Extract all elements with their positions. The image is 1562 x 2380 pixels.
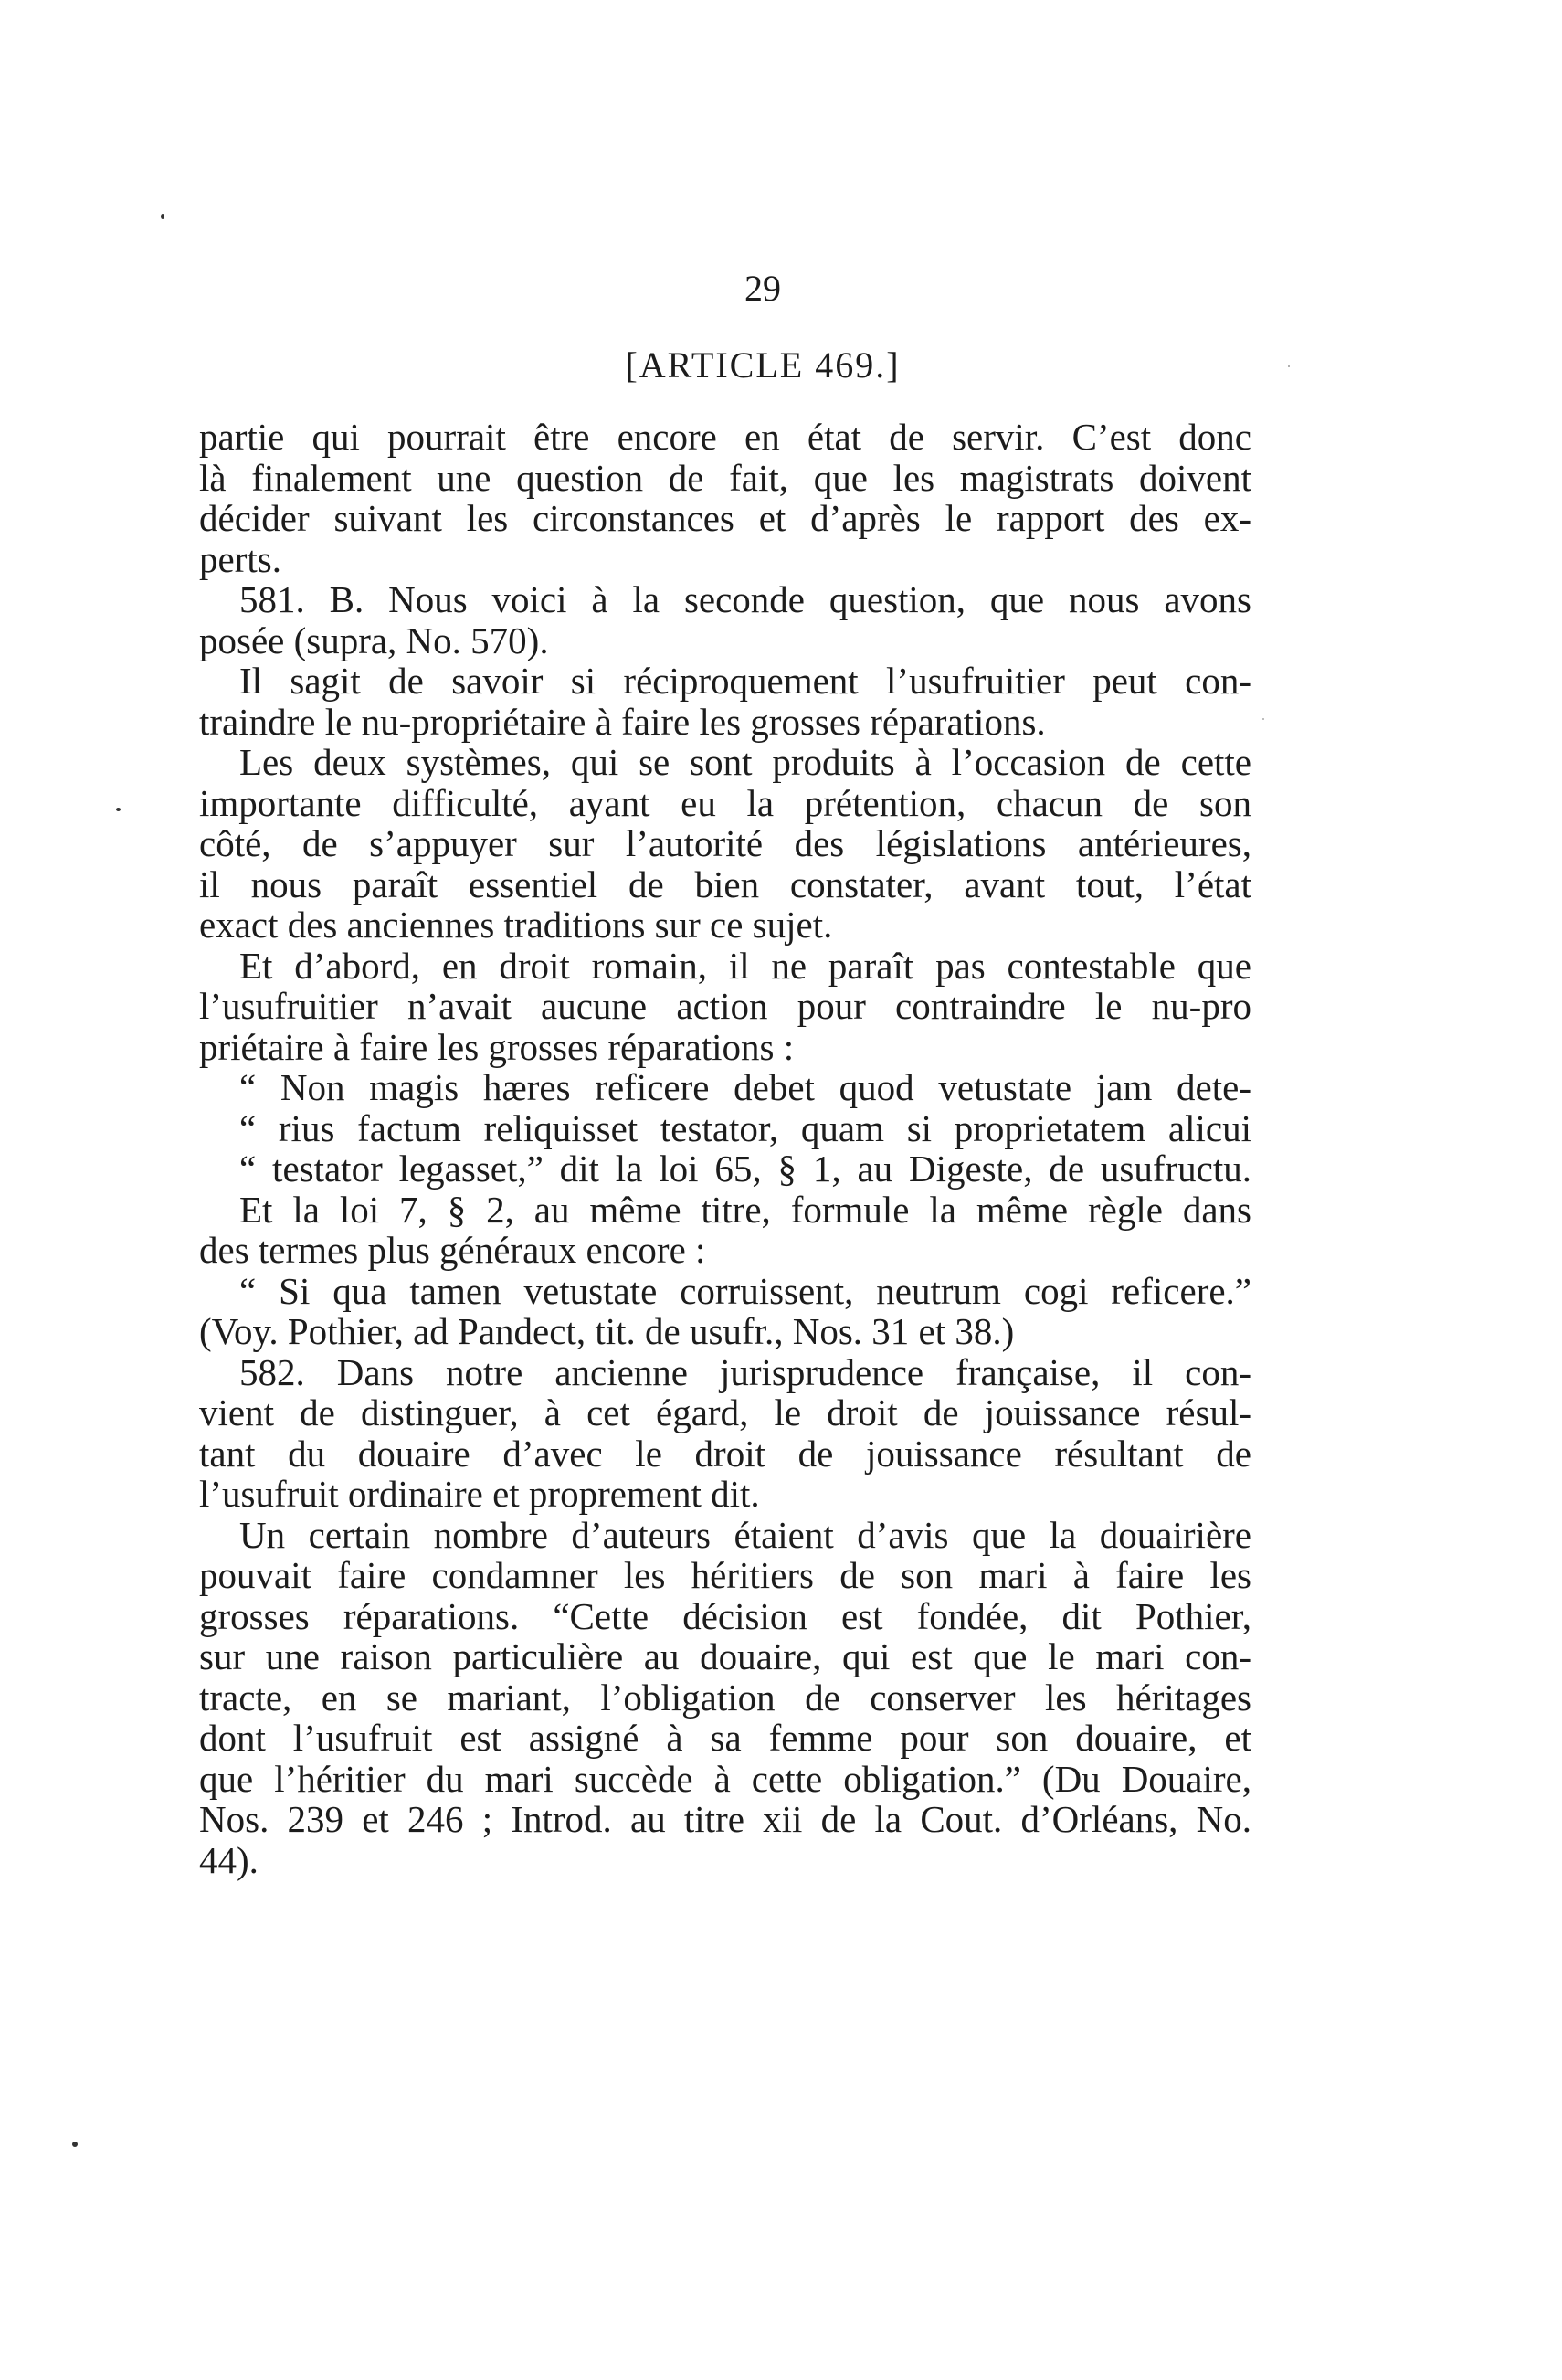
text-line: partie qui pourrait être encore en état de servir. C’est donc	[199, 416, 1251, 458]
text-line: tant du douaire d’avec le droit de jouissance résultant de	[199, 1432, 1251, 1475]
text-line: Et d’abord, en droit romain, il ne paraît pas contestable que	[239, 944, 1251, 987]
text-line: grosses réparations. “Cette décision est fondée, dit Pothier,	[199, 1594, 1251, 1637]
text-line: 582. Dans notre ancienne jurisprudence française, il con-	[239, 1350, 1251, 1393]
speck-mark	[1262, 718, 1264, 720]
page-number: 29	[744, 268, 781, 309]
text-line: 581. B. Nous voici à la seconde question, que nous avons	[239, 578, 1251, 620]
text-line: “ rius factum reliquisset testator, quam si proprietatem alicui	[239, 1106, 1251, 1149]
text-line: 44).	[199, 1838, 259, 1881]
text-line: posée (supra, No. 570).	[199, 619, 549, 661]
text-line: perts.	[199, 537, 281, 580]
text-line: Les deux systèmes, qui se sont produits à l’occasion de cette	[239, 741, 1251, 783]
text-line: (Voy. Pothier, ad Pandect, tit. de usufr., Nos. 31 et 38.)	[199, 1310, 1015, 1352]
body-text	[199, 417, 1251, 1880]
text-line: exact des anciennes traditions sur ce sujet.	[199, 904, 833, 946]
text-line: l’usufruit ordinaire et proprement dit.	[199, 1473, 760, 1515]
text-line: traindre le nu-propriétaire à faire les grosses réparations.	[199, 700, 1046, 743]
text-line: dont l’usufruit est assigné à sa femme pour son douaire, et	[199, 1717, 1251, 1759]
text-line: priétaire à faire les grosses réparations :	[199, 1025, 795, 1068]
text-line: vient de distinguer, à cet égard, le droit de jouissance résul-	[199, 1391, 1251, 1433]
text-line: “ testator legasset,” dit la loi 65, § 1, au Digeste, de usufructu.	[239, 1148, 1251, 1190]
text-line: Nos. 239 et 246 ; Introd. au titre xii de la Cout. d’Orléans, No.	[199, 1798, 1251, 1840]
text-line: côté, de s’appuyer sur l’autorité des législations antérieures,	[199, 822, 1251, 864]
text-line: Et la loi 7, § 2, au même titre, formule la même règle dans	[239, 1188, 1251, 1231]
text-line: là finalement une question de fait, que les magistrats doivent	[199, 456, 1251, 499]
speck-mark	[72, 2142, 78, 2147]
text-line: l’usufruitier n’avait aucune action pour contraindre le nu-pro	[199, 985, 1251, 1027]
speck-mark	[161, 214, 164, 219]
text-line: que l’héritier du mari succède à cette obligation.” (Du Douaire,	[199, 1757, 1251, 1800]
text-line: importante difficulté, ayant eu la prétention, chacun de son	[199, 781, 1251, 824]
speck-mark	[116, 808, 121, 811]
text-line: sur une raison particulière au douaire, qui est que le mari con-	[199, 1635, 1251, 1677]
text-line: il nous paraît essentiel de bien constater, avant tout, l’état	[199, 862, 1251, 905]
text-line: tracte, en se mariant, l’obligation de conserver les héritages	[199, 1676, 1251, 1719]
running-head: [ARTICLE 469.]	[625, 344, 901, 386]
text-line: “ Si qua tamen vetustate corruissent, neutrum cogi reficere.”	[239, 1269, 1251, 1312]
text-line: décider suivant les circonstances et d’après le rapport des ex-	[199, 497, 1251, 539]
text-line: Il sagit de savoir si réciproquement l’usufruitier peut con-	[239, 660, 1251, 702]
text-line: Un certain nombre d’auteurs étaient d’avis que la douairière	[239, 1513, 1251, 1556]
text-line: des termes plus généraux encore :	[199, 1229, 706, 1271]
text-line: “ Non magis hæres reficere debet quod vetustate jam dete-	[239, 1066, 1251, 1108]
text-line: pouvait faire condamner les héritiers de son mari à faire les	[199, 1554, 1251, 1596]
